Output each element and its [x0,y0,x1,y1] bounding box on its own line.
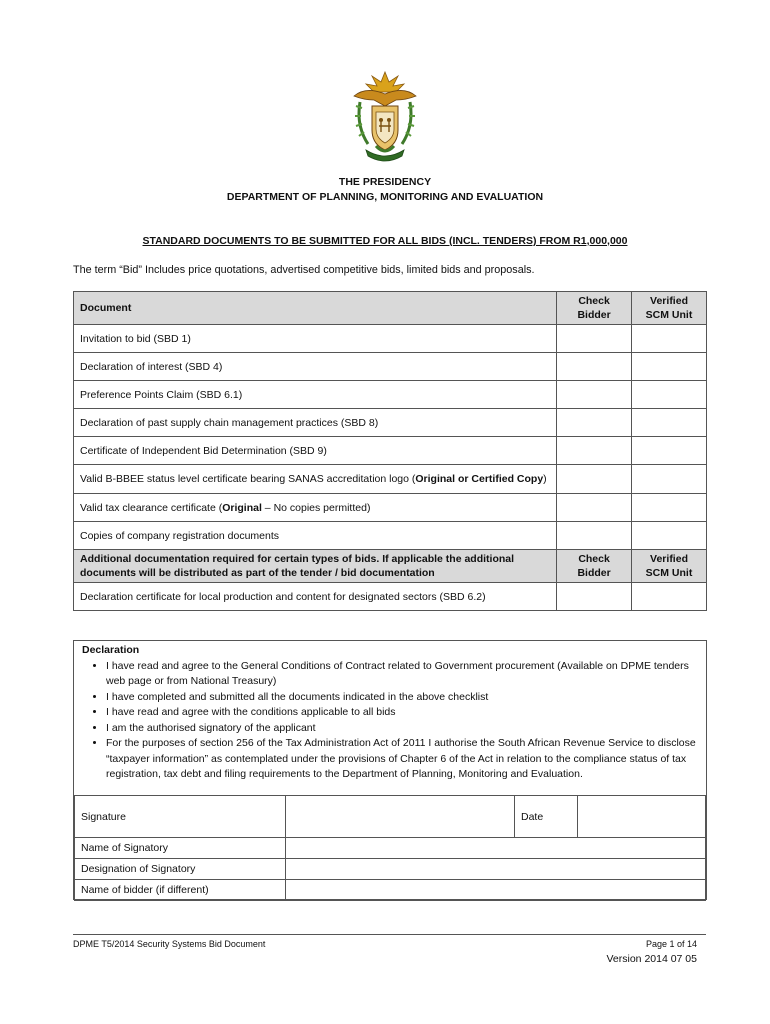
column-header-check-bidder: Check Bidder [557,292,632,325]
declaration-item: • I have completed and submitted all the documents indicated in the above checklist [106,690,700,706]
table-row [74,325,707,353]
name-row [75,838,706,859]
table-row [74,409,707,437]
check-bidder-cell[interactable] [557,494,632,522]
declaration-item: • I have read and agree with the conditions applicable to all bids [106,705,700,721]
verified-scm-cell[interactable] [632,437,707,465]
document-name: Copies of company registration documents [74,522,557,550]
verified-scm-cell[interactable] [632,465,707,494]
declaration-item: • For the purposes of section 256 of the Tax Administration Act of 2011 I authorise the South African Revenue Service to disclose “taxpayer information” as contemplated under the provisions of Chapter 6 of the Act in relation to the compliance status of tax registration, tax debt and filing requirements to the Department of Planning, Monitoring and Evaluation. [106,736,700,783]
document-name: Invitation to bid (SBD 1) [74,325,557,353]
column-header-check-bidder: Check Bidder [557,550,632,583]
document-name: Valid tax clearance certificate (Original – No copies permitted) [74,494,557,522]
footer-page-number: Page 1 of 14 [645,939,697,949]
verified-scm-cell[interactable] [632,522,707,550]
date-label: Date [515,796,578,838]
check-bidder-cell[interactable] [557,325,632,353]
column-header-verified-scm: Verified SCM Unit [632,550,707,583]
table-row [74,353,707,381]
verified-scm-cell[interactable] [632,494,707,522]
coat-of-arms-logo [346,66,424,166]
table-row [74,465,707,494]
designation-label: Designation of Signatory [75,859,286,880]
name-of-signatory-field[interactable] [286,838,706,859]
document-name: Valid B-BBEE status level certificate bearing SANAS accreditation logo (Original or Certified Copy) [74,465,557,494]
check-bidder-cell[interactable] [557,437,632,465]
header-department: DEPARTMENT OF PLANNING, MONITORING AND EVALUATION [226,191,544,203]
declaration-item: • I have read and agree to the General Conditions of Contract related to Government procurement (Available on DPME tenders web page or from National Treasury) [106,659,700,690]
header-presidency: THE PRESIDENCY [338,176,432,188]
name-of-bidder-label: Name of bidder (if different) [75,880,286,901]
documents-checklist-table [73,291,707,611]
check-bidder-cell[interactable] [557,583,632,611]
signature-label: Signature [75,796,286,838]
designation-field[interactable] [286,859,706,880]
declaration-item: • I am the authorised signatory of the applicant [106,721,700,737]
footer-document-ref: DPME T5/2014 Security Systems Bid Document [73,939,266,949]
table-row [74,494,707,522]
document-name: Declaration of past supply chain management practices (SBD 8) [74,409,557,437]
page-title: STANDARD DOCUMENTS TO BE SUBMITTED FOR ALL BIDS (INCL. TENDERS) FROM R1,000,000 [142,235,628,247]
bidder-row [75,880,706,901]
additional-docs-header-row [74,550,707,583]
footer-version: Version 2014 07 05 [606,953,697,965]
table-row [74,583,707,611]
declaration-text [82,643,700,783]
signature-field[interactable] [286,796,515,838]
declaration-list [82,659,700,783]
verified-scm-cell[interactable] [632,325,707,353]
signature-row [75,796,706,838]
column-header-verified-scm: Verified SCM Unit [632,292,707,325]
signature-table [74,795,706,901]
name-of-bidder-field[interactable] [286,880,706,901]
table-header-row [74,292,707,325]
verified-scm-cell[interactable] [632,409,707,437]
verified-scm-cell[interactable] [632,583,707,611]
check-bidder-cell[interactable] [557,381,632,409]
document-name: Declaration of interest (SBD 4) [74,353,557,381]
verified-scm-cell[interactable] [632,353,707,381]
declaration-heading: Declaration [82,644,140,656]
date-field[interactable] [578,796,706,838]
verified-scm-cell[interactable] [632,381,707,409]
table-row [74,522,707,550]
check-bidder-cell[interactable] [557,353,632,381]
additional-docs-heading: Additional documentation required for certain types of bids. If applicable the additional documents will be distributed as part of the tender / bid documentation [74,550,557,583]
document-name: Declaration certificate for local production and content for designated sectors (SBD 6.2) [74,583,557,611]
table-row [74,437,707,465]
intro-text: The term “Bid” Includes price quotations, advertised competitive bids, limited bids and proposals. [73,264,535,276]
document-name: Preference Points Claim (SBD 6.1) [74,381,557,409]
name-of-signatory-label: Name of Signatory [75,838,286,859]
check-bidder-cell[interactable] [557,465,632,494]
footer-divider [73,934,706,935]
check-bidder-cell[interactable] [557,409,632,437]
designation-row [75,859,706,880]
document-name: Certificate of Independent Bid Determination (SBD 9) [74,437,557,465]
table-row [74,381,707,409]
check-bidder-cell[interactable] [557,522,632,550]
column-header-document: Document [74,292,557,325]
declaration-box [73,640,707,900]
